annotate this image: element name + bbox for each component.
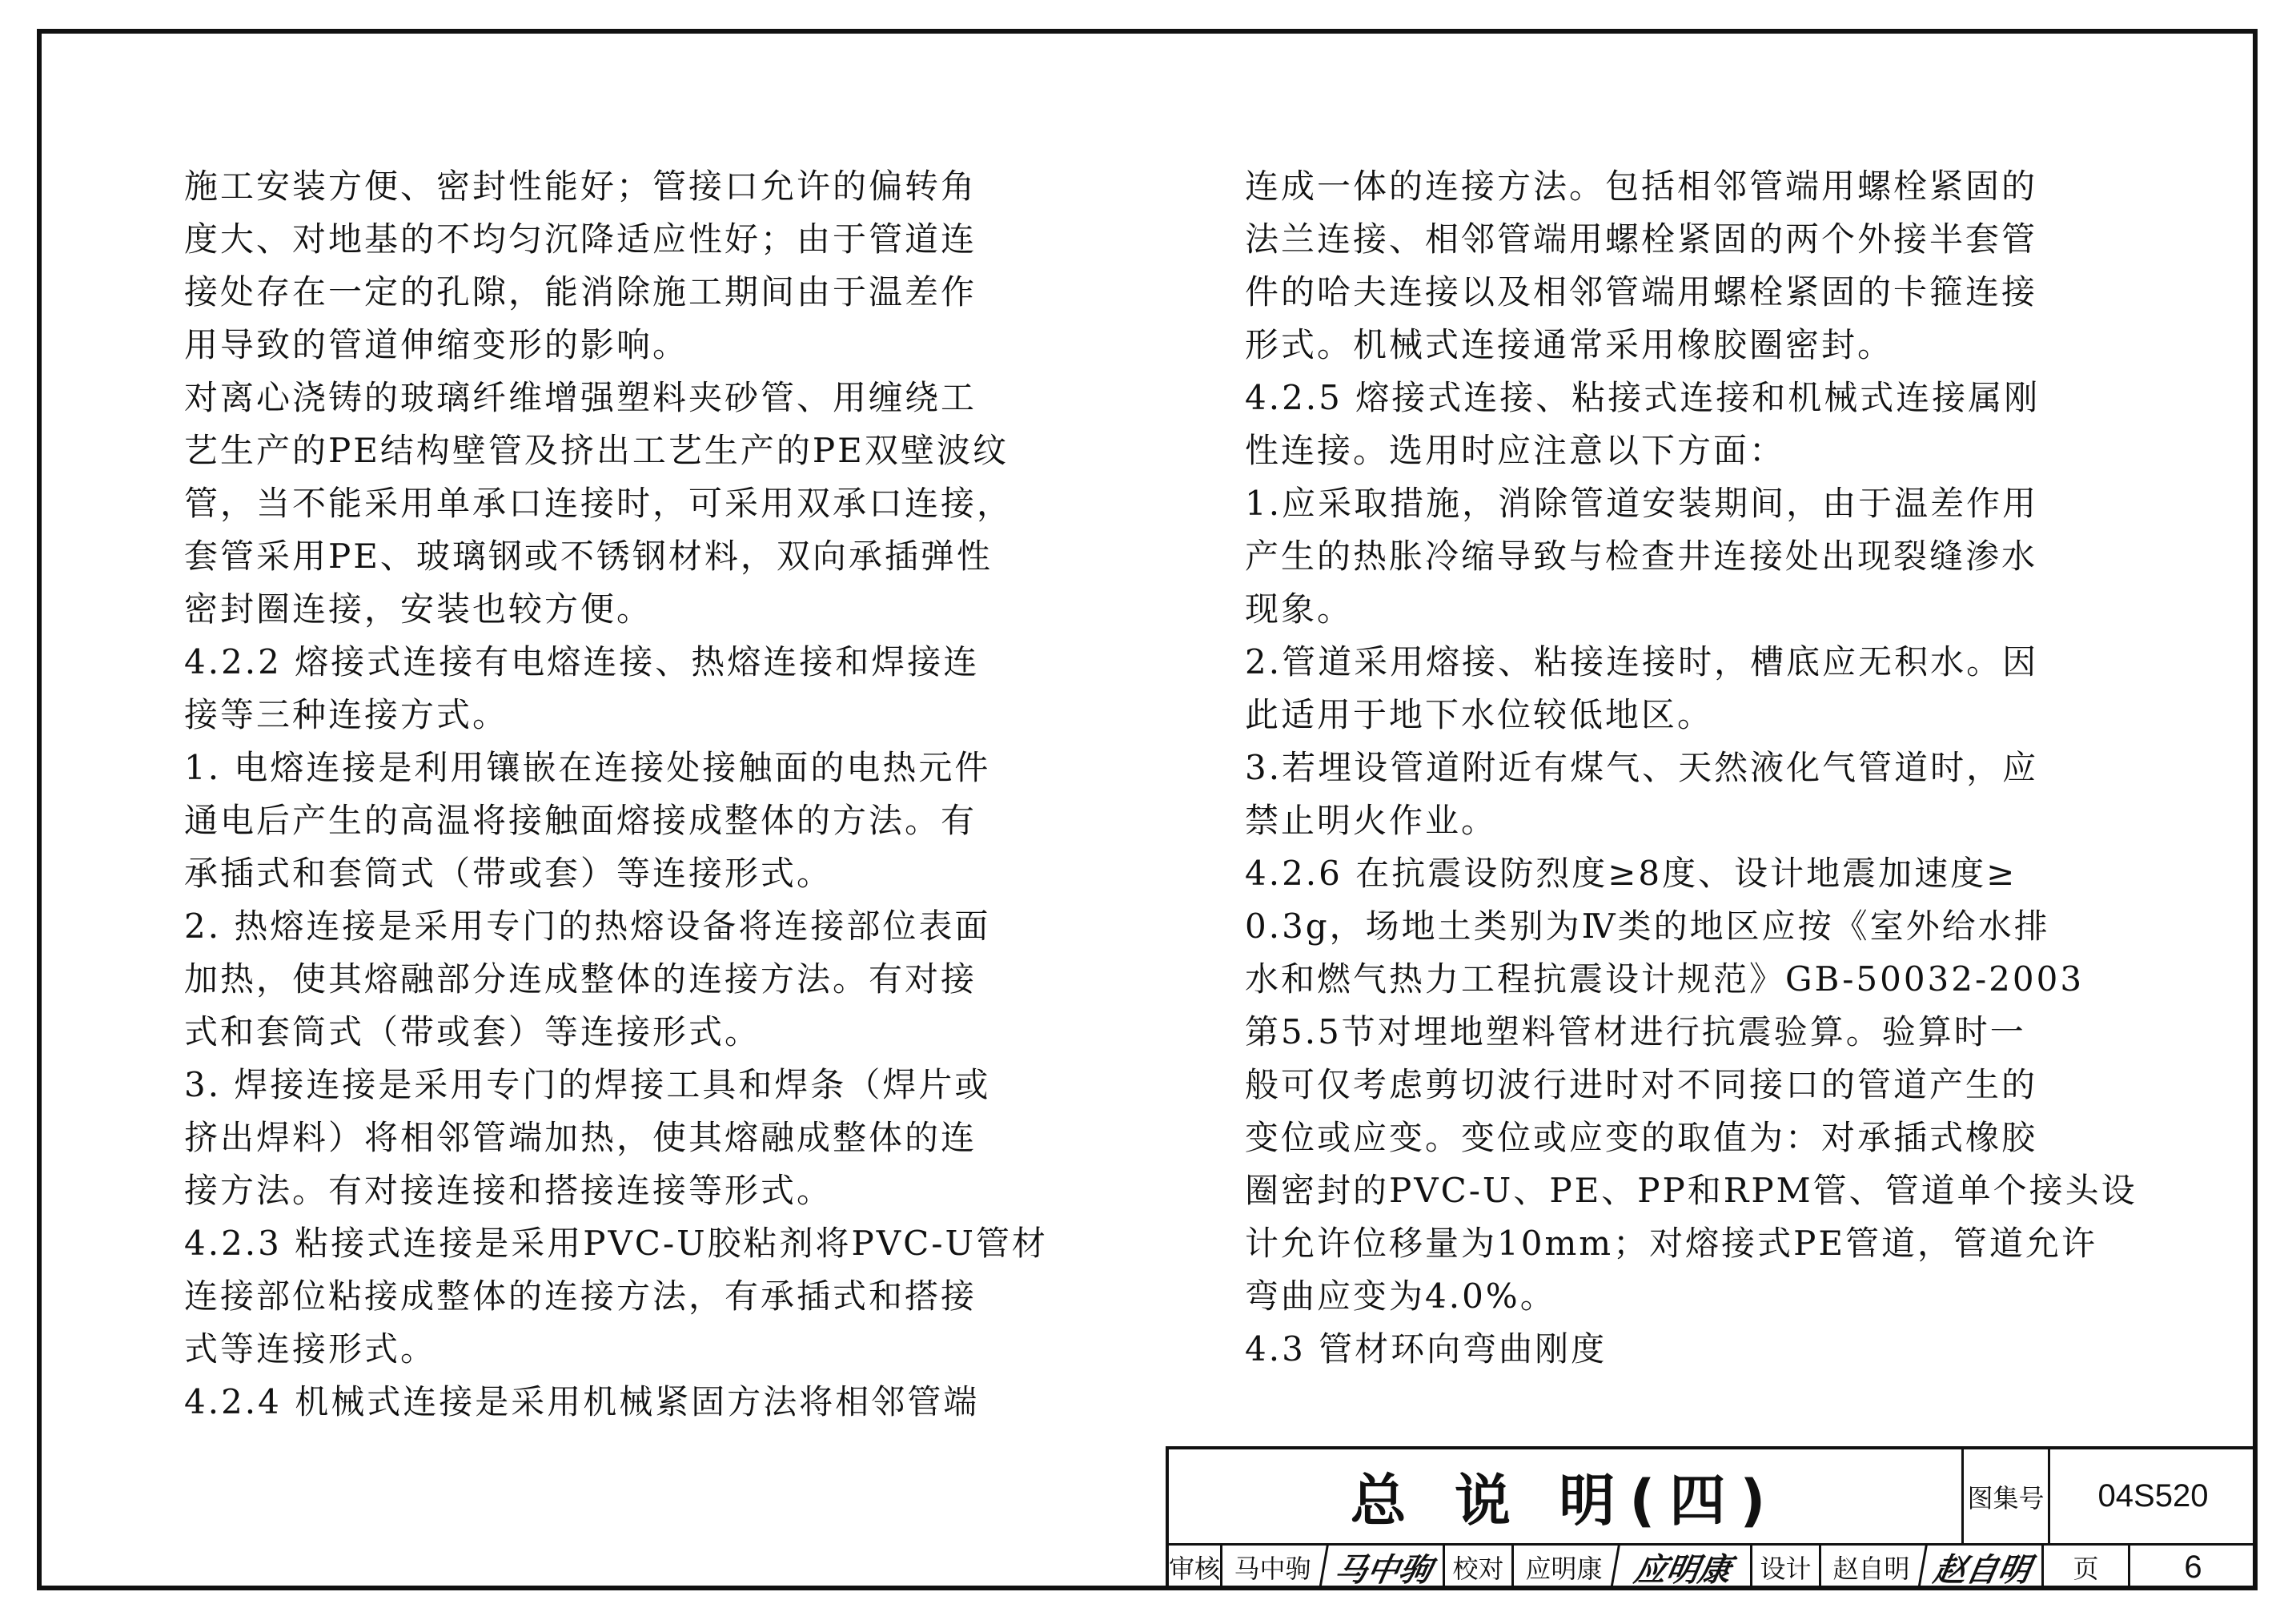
text-line: 法兰连接、相邻管端用螺栓紧固的两个外接半套管 — [1245, 219, 2038, 259]
document-title: 总 说 明(四) — [1350, 1468, 1780, 1534]
text-line: 连成一体的连接方法。包括相邻管端用螺栓紧固的 — [1245, 167, 2038, 206]
atlas-number-label: 图集号 — [1961, 1449, 2048, 1543]
page-label: 页 — [2041, 1546, 2128, 1589]
text-line: 度大、对地基的不均匀沉降适应性好；由于管道连 — [184, 219, 977, 259]
text-line: 计允许位移量为10mm；对熔接式PE管道，管道允许 — [1245, 1224, 2098, 1263]
title-block — [1166, 1446, 2253, 1589]
text-line: 4.2.3 粘接式连接是采用PVC-U胶粘剂将PVC-U管材 — [184, 1224, 1048, 1263]
text-line: 弯曲应变为4.0%。 — [1245, 1276, 1556, 1316]
text-line: 2.管道采用熔接、粘接连接时，槽底应无积水。因 — [1245, 642, 2039, 681]
text-line: 4.2.5 熔接式连接、粘接式连接和机械式连接属刚 — [1245, 378, 2041, 417]
text-line: 密封圈连接，安装也较方便。 — [184, 589, 653, 629]
checker-name: 应明康 — [1511, 1546, 1614, 1589]
text-line: 性连接。选用时应注意以下方面： — [1245, 431, 1786, 470]
text-line: 用导致的管道伸缩变形的影响。 — [184, 325, 689, 364]
reviewer-signature: 马中驹 — [1319, 1546, 1447, 1589]
text-line: 管，当不能采用单承口连接时，可采用双承口连接， — [184, 484, 1014, 523]
text-line: 第5.5节对埋地塑料管材进行抗震验算。验算时一 — [1245, 1012, 2026, 1051]
text-line: 挤出焊料）将相邻管端加热，使其熔融成整体的连 — [184, 1118, 977, 1157]
right-text-column — [1245, 160, 2166, 1376]
designer-name: 赵自明 — [1819, 1546, 1921, 1589]
text-line: 4.3 管材环向弯曲刚度 — [1245, 1329, 1608, 1369]
atlas-number: 04S520 — [2048, 1449, 2256, 1543]
designer-signature: 赵自明 — [1917, 1546, 2045, 1589]
left-text-column — [184, 160, 1105, 1429]
reviewer-name: 马中驹 — [1220, 1546, 1323, 1589]
text-line: 变位或应变。变位或应变的取值为：对承插式橡胶 — [1245, 1118, 2038, 1157]
review-label: 审核 — [1169, 1554, 1221, 1584]
text-line: 般可仅考虑剪切波行进时对不同接口的管道产生的 — [1245, 1065, 2038, 1104]
text-line: 产生的热胀冷缩导致与检查井连接处出现裂缝渗水 — [1245, 537, 2038, 576]
text-line: 3.若埋设管道附近有煤气、天然液化气管道时，应 — [1245, 748, 2039, 787]
text-line: 接处存在一定的孔隙，能消除施工期间由于温差作 — [184, 272, 977, 312]
text-line: 式和套筒式（带或套）等连接形式。 — [184, 1012, 761, 1051]
text-line: 套管采用PE、玻璃钢或不锈钢材料，双向承插弹性 — [184, 537, 993, 576]
text-line: 形式。机械式连接通常采用橡胶圈密封。 — [1245, 325, 1894, 364]
text-line: 接方法。有对接连接和搭接连接等形式。 — [184, 1171, 833, 1210]
text-line: 1. 电熔连接是利用镶嵌在连接处接触面的电热元件 — [184, 748, 991, 787]
text-line: 0.3g，场地土类别为Ⅳ类的地区应按《室外给水排 — [1245, 906, 2050, 946]
text-line: 通电后产生的高温将接触面熔接成整体的方法。有 — [184, 801, 977, 840]
text-line: 圈密封的PVC-U、PE、PP和RPM管、管道单个接头设 — [1245, 1171, 2137, 1210]
check-label: 校对 — [1443, 1546, 1511, 1589]
text-line: 现象。 — [1245, 589, 1354, 629]
title-row — [1169, 1449, 2253, 1546]
text-line: 式等连接形式。 — [184, 1329, 437, 1369]
signature-row — [1169, 1546, 2253, 1589]
checker-signature: 应明康 — [1610, 1546, 1754, 1589]
text-line: 1.应采取措施，消除管道安装期间，由于温差作用 — [1245, 484, 2039, 523]
text-line: 3. 焊接连接是采用专门的焊接工具和焊条（焊片或 — [184, 1065, 991, 1104]
text-line: 禁止明火作业。 — [1245, 801, 1498, 840]
text-line: 接等三种连接方式。 — [184, 695, 509, 734]
text-line: 件的哈夫连接以及相邻管端用螺栓紧固的卡箍连接 — [1245, 272, 2038, 312]
page-number: 6 — [2128, 1546, 2256, 1589]
text-line: 施工安装方便、密封性能好；管接口允许的偏转角 — [184, 167, 977, 206]
text-line: 连接部位粘接成整体的连接方法，有承插式和搭接 — [184, 1276, 977, 1316]
text-line: 艺生产的PE结构壁管及挤出工艺生产的PE双壁波纹 — [184, 431, 1009, 470]
text-line: 对离心浇铸的玻璃纤维增强塑料夹砂管、用缠绕工 — [184, 378, 977, 417]
text-line: 4.2.6 在抗震设防烈度≥8度、设计地震加速度≥ — [1245, 854, 2017, 893]
text-line: 4.2.4 机械式连接是采用机械紧固方法将相邻管端 — [184, 1382, 980, 1421]
text-line: 4.2.2 熔接式连接有电熔连接、热熔连接和焊接连 — [184, 642, 980, 681]
text-line: 此适用于地下水位较低地区。 — [1245, 695, 1714, 734]
text-line: 2. 热熔连接是采用专门的热熔设备将连接部位表面 — [184, 906, 991, 946]
text-line: 水和燃气热力工程抗震设计规范》GB-50032-2003 — [1245, 959, 2085, 999]
design-label: 设计 — [1750, 1546, 1819, 1589]
text-line: 加热，使其熔融部分连成整体的连接方法。有对接 — [184, 959, 977, 999]
text-line: 承插式和套筒式（带或套）等连接形式。 — [184, 854, 833, 893]
